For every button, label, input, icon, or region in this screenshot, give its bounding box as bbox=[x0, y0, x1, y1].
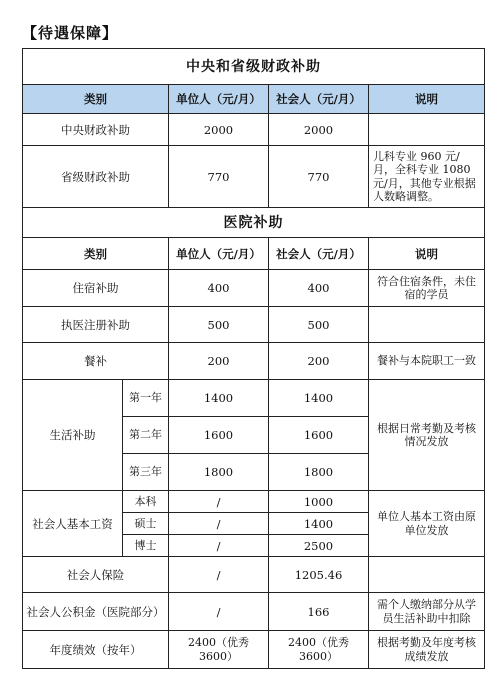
table-row bbox=[23, 270, 485, 307]
row-category: 住宿补助 bbox=[23, 270, 169, 307]
table-row bbox=[23, 593, 485, 631]
row-unit-value: / bbox=[169, 513, 269, 535]
row-unit-value: / bbox=[169, 593, 269, 631]
row-unit-value: 2000 bbox=[169, 114, 269, 146]
row-social-value: 2000 bbox=[269, 114, 369, 146]
benefits-table bbox=[22, 48, 485, 669]
row-social-value: 1000 bbox=[269, 491, 369, 513]
table-row bbox=[23, 307, 485, 343]
row-subcategory: 本科 bbox=[123, 491, 169, 513]
table-row bbox=[23, 380, 485, 417]
header-category: 类别 bbox=[23, 85, 169, 114]
row-unit-value: 400 bbox=[169, 270, 269, 307]
table-row bbox=[23, 631, 485, 669]
row-note bbox=[369, 114, 485, 146]
table-row bbox=[23, 343, 485, 380]
row-social-value: 1400 bbox=[269, 513, 369, 535]
row-social-value: 400 bbox=[269, 270, 369, 307]
row-category: 生活补助 bbox=[23, 380, 123, 491]
section2-title: 医院补助 bbox=[23, 208, 485, 238]
row-social-value: 1800 bbox=[269, 454, 369, 491]
row-subcategory: 第一年 bbox=[123, 380, 169, 417]
row-note: 单位人基本工资由原单位发放 bbox=[369, 491, 485, 557]
row-social-value: 166 bbox=[269, 593, 369, 631]
row-note: 需个人缴纳部分从学员生活补助中扣除 bbox=[369, 593, 485, 631]
row-note bbox=[369, 307, 485, 343]
section-title-row bbox=[23, 208, 485, 238]
page-heading: 【待遇保障】 bbox=[22, 24, 119, 42]
table-row bbox=[23, 557, 485, 593]
row-note: 符合住宿条件，未住宿的学员 bbox=[369, 270, 485, 307]
row-category: 中央财政补助 bbox=[23, 114, 169, 146]
header-note: 说明 bbox=[369, 238, 485, 270]
row-note: 餐补与本院职工一致 bbox=[369, 343, 485, 380]
header-social: 社会人（元/月） bbox=[269, 238, 369, 270]
row-unit-value: 2400（优秀 3600） bbox=[169, 631, 269, 669]
table-row bbox=[23, 146, 485, 208]
row-unit-value: 1600 bbox=[169, 417, 269, 454]
row-social-value: 2500 bbox=[269, 535, 369, 557]
row-category: 餐补 bbox=[23, 343, 169, 380]
row-unit-value: 770 bbox=[169, 146, 269, 208]
row-social-value: 200 bbox=[269, 343, 369, 380]
header-note: 说明 bbox=[369, 85, 485, 114]
section-title-row bbox=[23, 49, 485, 85]
row-category: 年度绩效（按年） bbox=[23, 631, 169, 669]
row-social-value: 770 bbox=[269, 146, 369, 208]
row-social-value: 1205.46 bbox=[269, 557, 369, 593]
table-row bbox=[23, 491, 485, 513]
row-note bbox=[369, 557, 485, 593]
row-category: 执医注册补助 bbox=[23, 307, 169, 343]
header-unit: 单位人（元/月） bbox=[169, 238, 269, 270]
row-subcategory: 博士 bbox=[123, 535, 169, 557]
row-unit-value: 1400 bbox=[169, 380, 269, 417]
row-unit-value: / bbox=[169, 535, 269, 557]
row-unit-value: 500 bbox=[169, 307, 269, 343]
row-note: 根据日常考勤及考核情况发放 bbox=[369, 380, 485, 491]
section1-header-row bbox=[23, 85, 485, 114]
row-subcategory: 第二年 bbox=[123, 417, 169, 454]
row-category: 社会人保险 bbox=[23, 557, 169, 593]
section2-header-row bbox=[23, 238, 485, 270]
row-category: 省级财政补助 bbox=[23, 146, 169, 208]
row-category: 社会人公积金（医院部分） bbox=[23, 593, 169, 631]
row-category: 社会人基本工资 bbox=[23, 491, 123, 557]
row-subcategory: 硕士 bbox=[123, 513, 169, 535]
section1-title: 中央和省级财政补助 bbox=[23, 49, 485, 85]
header-unit: 单位人（元/月） bbox=[169, 85, 269, 114]
row-note: 儿科专业 960 元/月，全科专业 1080 元/月，其他专业根据人数略调整。 bbox=[369, 146, 485, 208]
row-social-value: 1400 bbox=[269, 380, 369, 417]
row-unit-value: / bbox=[169, 491, 269, 513]
row-unit-value: 1800 bbox=[169, 454, 269, 491]
row-social-value: 1600 bbox=[269, 417, 369, 454]
row-subcategory: 第三年 bbox=[123, 454, 169, 491]
row-unit-value: 200 bbox=[169, 343, 269, 380]
row-unit-value: / bbox=[169, 557, 269, 593]
row-social-value: 500 bbox=[269, 307, 369, 343]
header-social: 社会人（元/月） bbox=[269, 85, 369, 114]
table-row bbox=[23, 114, 485, 146]
header-category: 类别 bbox=[23, 238, 169, 270]
row-note: 根据考勤及年度考核成绩发放 bbox=[369, 631, 485, 669]
row-social-value: 2400（优秀 3600） bbox=[269, 631, 369, 669]
